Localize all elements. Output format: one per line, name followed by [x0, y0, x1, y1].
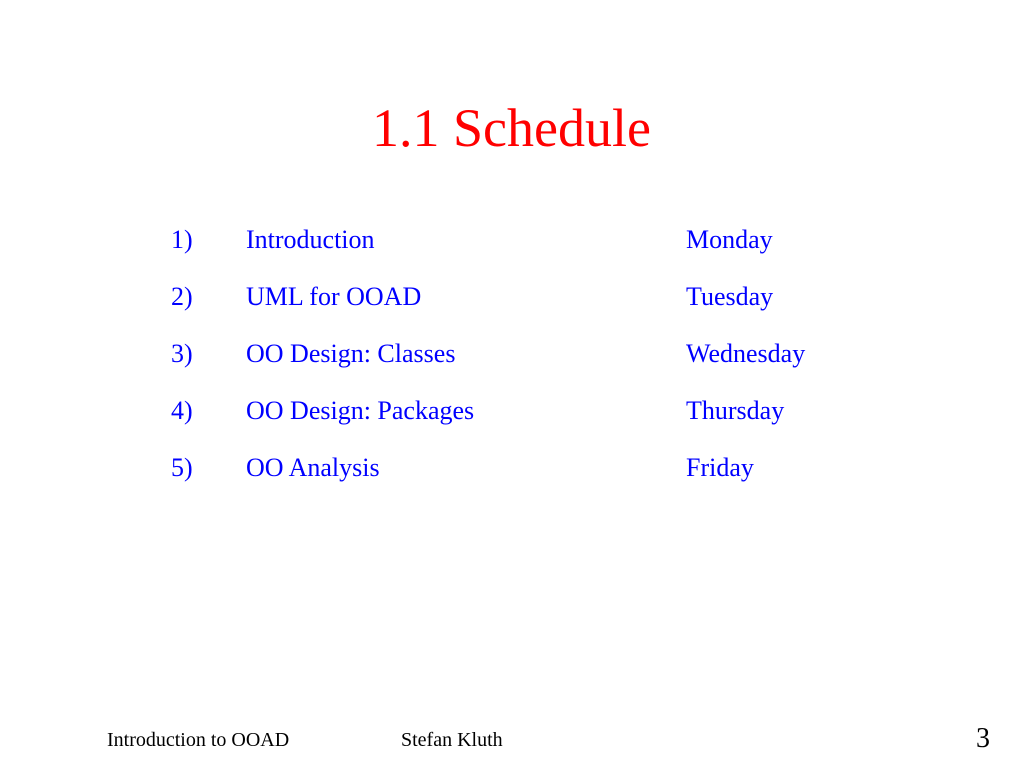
- item-day: Friday: [686, 453, 754, 482]
- slide-title: 1.1 Schedule: [372, 98, 651, 158]
- item-day: Thursday: [686, 396, 785, 425]
- schedule-item: [0, 391, 1023, 448]
- page-number: 3: [976, 723, 990, 754]
- schedule-item: [0, 277, 1023, 334]
- item-number: 5): [171, 453, 193, 482]
- item-topic: OO Design: Packages: [246, 396, 475, 425]
- item-number: 4): [171, 396, 193, 425]
- footer-author: Stefan Kluth: [401, 729, 503, 751]
- item-number: 2): [171, 282, 193, 311]
- item-topic: OO Design: Classes: [246, 339, 456, 368]
- schedule-item: [0, 220, 1023, 277]
- item-day: Wednesday: [686, 339, 806, 368]
- item-day: Tuesday: [686, 282, 774, 311]
- item-day: Monday: [686, 225, 773, 254]
- item-topic: OO Analysis: [246, 453, 380, 482]
- schedule-list: [0, 220, 1023, 505]
- item-number: 1): [171, 225, 193, 254]
- schedule-item: [0, 334, 1023, 391]
- footer-course-title: Introduction to OOAD: [107, 729, 290, 751]
- schedule-item: [0, 448, 1023, 505]
- item-number: 3): [171, 339, 193, 368]
- item-topic: UML for OOAD: [246, 282, 422, 311]
- item-topic: Introduction: [246, 225, 375, 254]
